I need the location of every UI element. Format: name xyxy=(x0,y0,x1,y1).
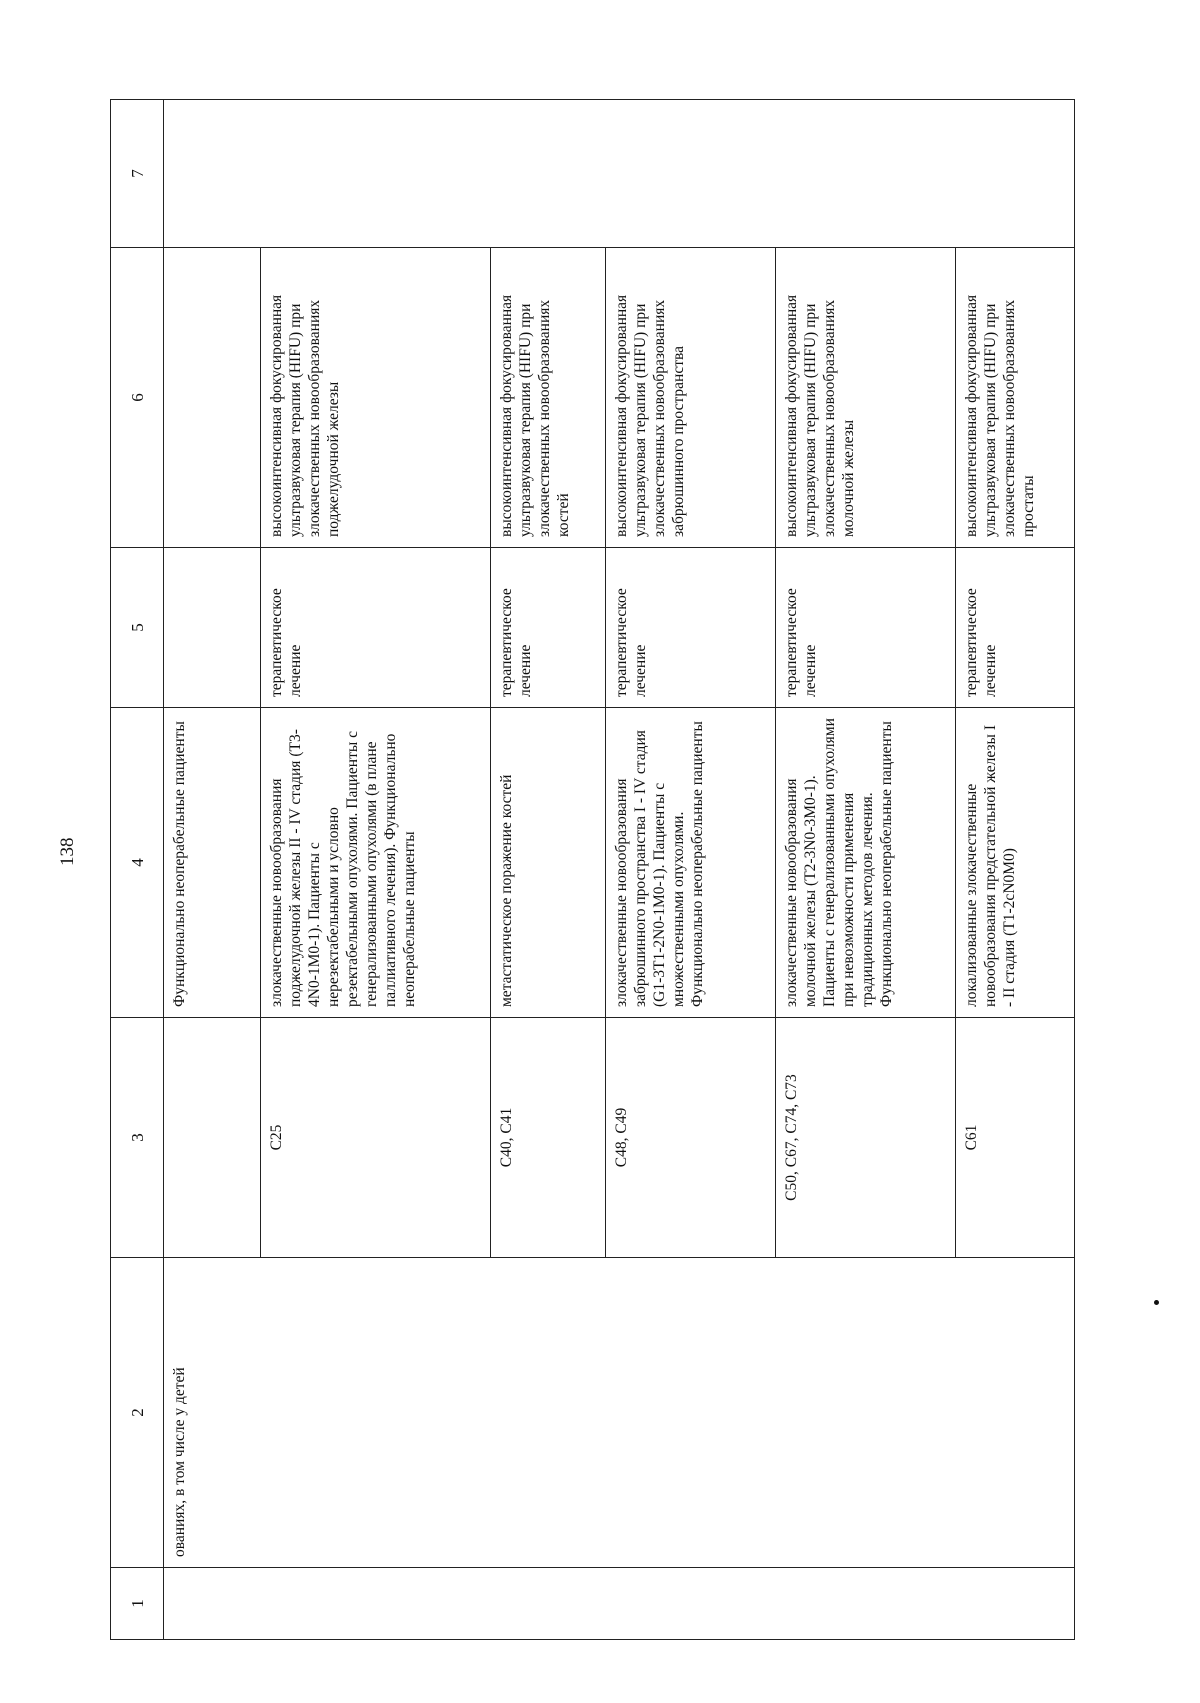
diagnosis-code: C48, C49 xyxy=(606,1018,776,1258)
treatment-type: терапевтическое лечение xyxy=(956,548,1075,708)
treatment-type: терапевтическое лечение xyxy=(606,548,776,708)
group-cell-1 xyxy=(164,1568,1075,1640)
treatment-method: высокоинтенсивная фокусированная ультразвуковая терапия (HIFU) при злокачественных новообразованиях простаты xyxy=(956,248,1075,548)
patient-model: локализованные злокачественные новообразования предстательной железы I - II стадия (T1-2cN0M0) xyxy=(956,708,1075,1018)
column-number: 3 xyxy=(111,1018,164,1258)
treatment-method: высокоинтенсивная фокусированная ультразвуковая терапия (HIFU) при злокачественных новообразованиях поджелудочной железы xyxy=(261,248,491,548)
column-number: 4 xyxy=(111,708,164,1018)
patient-model: злокачественные новообразования молочной железы (T2-3N0-3M0-1). Пациенты с генерализованными опухолями при невозможности применения традиционных методов лечения. Функционально неоперабельные пациенты xyxy=(776,708,956,1018)
treatment-method xyxy=(164,248,261,548)
group-cell-7 xyxy=(164,100,1075,248)
patient-model: злокачественные новообразования поджелудочной железы II - IV стадия (T3-4N0-1M0-1). Пациенты с нерезектабельными и условно резектабельными опухолями. Пациенты с генерализованными опухолями (в плане паллиативного лечения). Функционально неоперабельные пациенты xyxy=(261,708,491,1018)
rotated-table-sheet xyxy=(110,100,1075,1640)
treatment-type: терапевтическое лечение xyxy=(776,548,956,708)
diagnosis-code: C61 xyxy=(956,1018,1075,1258)
column-number: 6 xyxy=(111,248,164,548)
treatment-method: высокоинтенсивная фокусированная ультразвуковая терапия (HIFU) при злокачественных новообразованиях молочной железы xyxy=(776,248,956,548)
table-row xyxy=(164,100,261,1640)
medical-care-table xyxy=(110,99,1075,1640)
diagnosis-code: C50, C67, C74, C73 xyxy=(776,1018,956,1258)
column-number-row xyxy=(111,100,164,1640)
column-number: 5 xyxy=(111,548,164,708)
group-cell-2: ованиях, в том числе у детей xyxy=(164,1258,1075,1568)
treatment-method: высокоинтенсивная фокусированная ультразвуковая терапия (HIFU) при злокачественных новообразованиях костей xyxy=(491,248,606,548)
treatment-type xyxy=(164,548,261,708)
column-number: 2 xyxy=(111,1258,164,1568)
treatment-type: терапевтическое лечение xyxy=(261,548,491,708)
treatment-method: высокоинтенсивная фокусированная ультразвуковая терапия (HIFU) при злокачественных новообразованиях забрюшинного пространства xyxy=(606,248,776,548)
diagnosis-code xyxy=(164,1018,261,1258)
column-number: 7 xyxy=(111,100,164,248)
patient-model: злокачественные новообразования забрюшинного пространства I - IV стадия (G1-3T1-2N0-1M0-1). Пациенты с множественными опухолями. Функционально неоперабельные пациенты xyxy=(606,708,776,1018)
page-number: 138 xyxy=(57,837,78,867)
diagnosis-code: C40, C41 xyxy=(491,1018,606,1258)
patient-model: Функционально неоперабельные пациенты xyxy=(164,708,261,1018)
scan-dot xyxy=(1154,1300,1159,1305)
patient-model: метастатическое поражение костей xyxy=(491,708,606,1018)
column-number: 1 xyxy=(111,1568,164,1640)
treatment-type: терапевтическое лечение xyxy=(491,548,606,708)
diagnosis-code: C25 xyxy=(261,1018,491,1258)
